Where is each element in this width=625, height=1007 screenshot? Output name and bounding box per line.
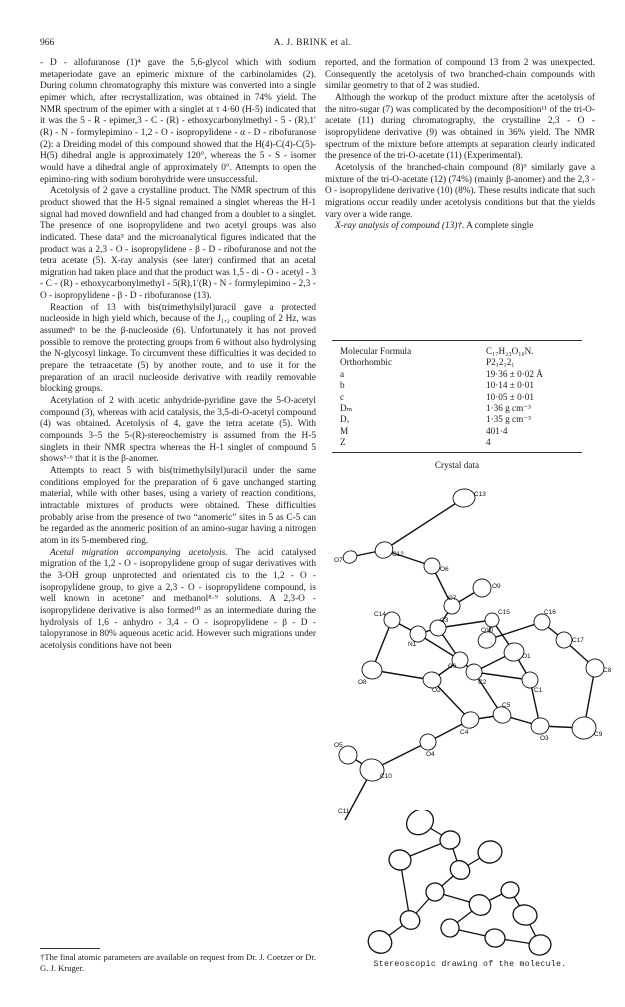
atom-label-c2: C2 [478,679,487,686]
atom-label-c7: C7 [448,595,457,602]
atom-label-c17: C17 [572,637,584,644]
paragraph-text: - D - allofuranose (1)⁴ gave the 5,6-glycol which with sodium metaperiodate gave an epimeric mixture of the carbinolamides (2). During column chromatography this mixture was converted into a single epimer which, after recrystallization, was obtained in 74% yield. The NMR spectrum of the epimer with a singlet at τ 4·60 (H-5) indicated that it was the 5 - R - epimer,3 - C - (R) - ethoxycarbonylmethyl - 5 - (R),1′(R) - N - formylepimino - 1,2 - O - isopropylidene - α - D - ribofuranose (2): a Dreiding model of this compound showed that the H(4)-C(4)-C(5)-H(5) dihedral angle is approximately 120°, whereas the 5 - S - isomer would have a dihedral angle of approximately 0°. Attempts to open the epimino-ring with sodium borohydride were unsuccessful. [40,58,316,185]
table-row [340,357,543,368]
table-top-rule [332,340,582,341]
stereo-atom [499,880,520,900]
footnote: †The final atomic parameters are available on request from Dr. J. Coetzer or Dr. G. J. Kruger. [40,952,316,973]
paragraph-heading: X-ray analysis of compound (13)†. [335,221,465,232]
atom-o8 [361,659,384,680]
stereo-atom [402,810,439,840]
stereo-atom [439,917,461,939]
paragraph [40,186,316,303]
stereo-atom [438,829,461,851]
atom-label-c13: C13 [474,491,486,498]
atom-label-c1: C1 [534,687,543,694]
atom-c13 [452,488,476,508]
stereo-atom [476,839,504,866]
atom-label-o6: O6 [440,566,449,573]
atom-label-n1: N1 [408,641,417,648]
atom-o6 [423,557,442,576]
right-column [325,58,595,233]
table-value: 19·36 ± 0·02 Å [486,368,543,379]
table-key: Dₓ [340,414,350,425]
atom-label-o2: O2 [432,687,441,694]
atom-label-c10: C10 [380,773,392,780]
paragraph [325,93,595,163]
atom-o7 [341,549,359,566]
table-key: Dₘ [340,403,353,414]
table-row [340,369,543,380]
atom-label-c6: C6 [448,663,457,670]
crystal-data-caption: Crystal data [434,460,480,470]
table-value: 4 [486,437,491,448]
table-key: a [340,368,345,379]
stereo-atom [465,891,494,920]
left-column [40,58,316,652]
stereo-atom [512,903,539,927]
atom-label-c15: C15 [498,609,510,616]
stereo-caption: Stereoscopic drawing of the molecule. [373,960,567,969]
atom-label-o1: O1 [522,653,531,660]
paragraph-text: Acetylation of 2 with acetic anhydride-pyridine gave the 5-O-acetyl compound (3), whereas with acid catalysis, the 3,5-di-O-acetyl compound (4) was obtained. Acetolysis of 4, gave the tetra acetate (5). With compounds 3–5 the 5-(R)-stereochemistry is assumed from the H-5 singlets in their NMR spectra whereas the H-1 singlet of compound 5 shows⁵·⁶ that it is the β-anomer. [40,396,316,465]
stereo-atom [364,926,396,957]
table-key: Orthorhombic [340,357,393,368]
paragraph [325,58,595,93]
atom-label-o7: O7 [334,557,343,564]
paragraph-text: Attempts to react 5 with bis(trimethylsilyl)uracil under the same conditions employed for the preparation of 6 gave unchanged starting material, while with other bases, using a variety of reaction conditions, intractable mixtures of products were obtained. These difficulties probably arise from the presence of two “anomeric” sites in 5 as C-5 can be regarded as the anomeric position of an amino-sugar having a nitrogen atom in its 5-membered ring. [40,465,316,546]
paragraph-text: Reaction of 13 with bis(trimethylsilyl)uracil gave a protected nucleoside in high yield which, because of the J₁,₂ coupling of 2 Hz, was assumed⁶ to be the β-nucleoside (6). Unfortunately it has not proved possible to remove the protecting groups from 6 without also hydrolysing the N-glycosyl linkage. To circumvent these difficulties it was decided to prepare the tetraacetate (5) by another route, and to use it for the preparation of an uracil nucleoside derivative with readily removable blocking groups. [40,302,316,395]
table-key: M [340,425,349,436]
table-value: 10·14 ± 0·01 [486,380,534,391]
stereo-atom [484,928,506,949]
paragraph-text: Acetolysis of the branched-chain compound (8)⁹ similarly gave a mixture of the tri-O-acetate (12) (74%) (mainly β-anomer) and the 2,3 - O - isopropylidene derivative (10) (8%). These results indicate that such migrations occur readily under acetolysis conditions but that the yields vary over a wide range. [325,162,595,220]
atom-o3 [529,716,550,736]
stereo-drawing [340,810,600,960]
paragraph-heading: Acetal migration accompanying acetolysis. [50,547,228,558]
table-row [340,380,543,391]
atom-label-c12: C12 [392,551,404,558]
table-row [340,392,543,403]
table-value: 10·05 ± 0·01 [486,391,534,402]
paragraph [40,548,316,653]
atom-label-o10: O10 [481,627,494,634]
table-value: 1·36 g cm⁻³ [486,403,531,414]
table-row [340,426,543,437]
atom-label-o3: O3 [540,735,549,742]
atom-o4 [418,732,438,752]
atom-label-o8: O8 [358,679,367,686]
atom-o9 [473,579,491,597]
paragraph [40,303,316,396]
paragraph-text: Acetolysis of 2 gave a crystalline product. The NMR spectrum of this product showed that the H-5 signal remained a singlet whereas the H-1 signal had moved downfield and had changed from a doublet to a singlet. The presence of one isopropylidene and two acetyl groups was also indicated. These data⁵ and the microanalytical figures indicated that the product was a 2,3 - O - isopropylidene - β - D - ribofuranose and not the tetra acetate (5). X-ray analysis (see later) confirmed that an acetal migration had taken place and that the product was 1,5 - di - O - acetyl - 3 - C - (R) - ethoxycarbonylmethyl - 5(R),1′(R) - N - formylepimino - 2,3 - O - isopropylidene - β - D - ribofuranose (13). [40,186,316,302]
stereo-atom [387,848,412,872]
atom-label-o5: O5 [334,742,343,749]
table-key: b [340,380,345,391]
molecule-diagram [332,470,612,820]
paragraph-text: reported, and the formation of compound 13 from 2 was unexpected. Consequently the acetolysis of two branched-chain compounds with similar geometry to that of 2 was studied. [325,58,595,92]
atom-label-c16: C16 [544,609,556,616]
table-row [340,414,543,425]
running-head: A. J. BRINK et al. [273,38,352,48]
table-row [340,437,543,448]
atom-label-c14: C14 [374,611,386,618]
paragraph [40,466,316,548]
atom-label-o4: O4 [426,751,435,758]
table-key: Z [340,437,346,448]
atom-label-c8: C8 [603,667,612,674]
paragraph-text: The acid catalysed migration of the 1,2 - O - isopropylidene group of sugar derivatives with the 3-OH group unprotected and orientated cis to the 1,2 - O - isopropylidene group, to give a 2,3 - O - isopropylidene compound, is well known in acetone⁷ and methanol⁸·⁹ solutions. A 2,3-O - isopropylidene derivative is also formed¹⁰ as an intermediate during the hydrolysis of 1,6 - anhydro - 3,4 - O - isopropylidene - β - D - talopyranose in 80% aqueous acetic acid. However such migrations under acetolysis conditions have not been [40,547,316,651]
table-key: Molecular Formula [340,346,412,356]
atom-label-c9: C9 [594,731,603,738]
atom-label-c4: C4 [460,729,469,736]
atom-label-c3: C3 [440,617,449,624]
atom-label-o9: O9 [492,583,501,590]
paragraph [40,396,316,466]
paragraph [325,163,595,221]
footnote-rule [40,948,100,949]
table-key: c [340,391,345,402]
paragraph [325,221,595,233]
paragraph-text: A complete single [464,221,534,232]
stereo-atom [397,907,423,933]
table-value: 1·35 g cm⁻³ [486,414,531,425]
table-value: 401·4 [486,425,508,436]
crystal-data-table [340,346,543,449]
table-bottom-rule [332,452,582,453]
table-value: C₁₇H₂₃O₁₀N. [486,346,534,356]
atom-label-c11: C11 [338,808,350,815]
table-row [340,403,543,414]
bond [384,498,464,550]
paragraph-text: Although the workup of the product mixture after the acetolysis of the nitro-sugar (7) was complicated by the decomposition¹¹ of the tri-O-acetate (11) during chromatography, the crystalline 2,3 - O - isopropylidene derivative (9) was obtained in 36% yield. The NMR spectrum of the mixture before attempts at separation clearly indicated the presence of the tri-O-acetate (11) (Experimental). [325,92,595,162]
stereo-atom [447,857,474,883]
stereo-atom [527,932,554,957]
atom-c16 [534,614,550,630]
paragraph [40,58,316,186]
table-row [340,346,543,357]
table-value: P2₁2₁2₁ [486,357,515,368]
atom-label-c5: C5 [502,702,511,709]
page-number: 966 [40,38,55,48]
